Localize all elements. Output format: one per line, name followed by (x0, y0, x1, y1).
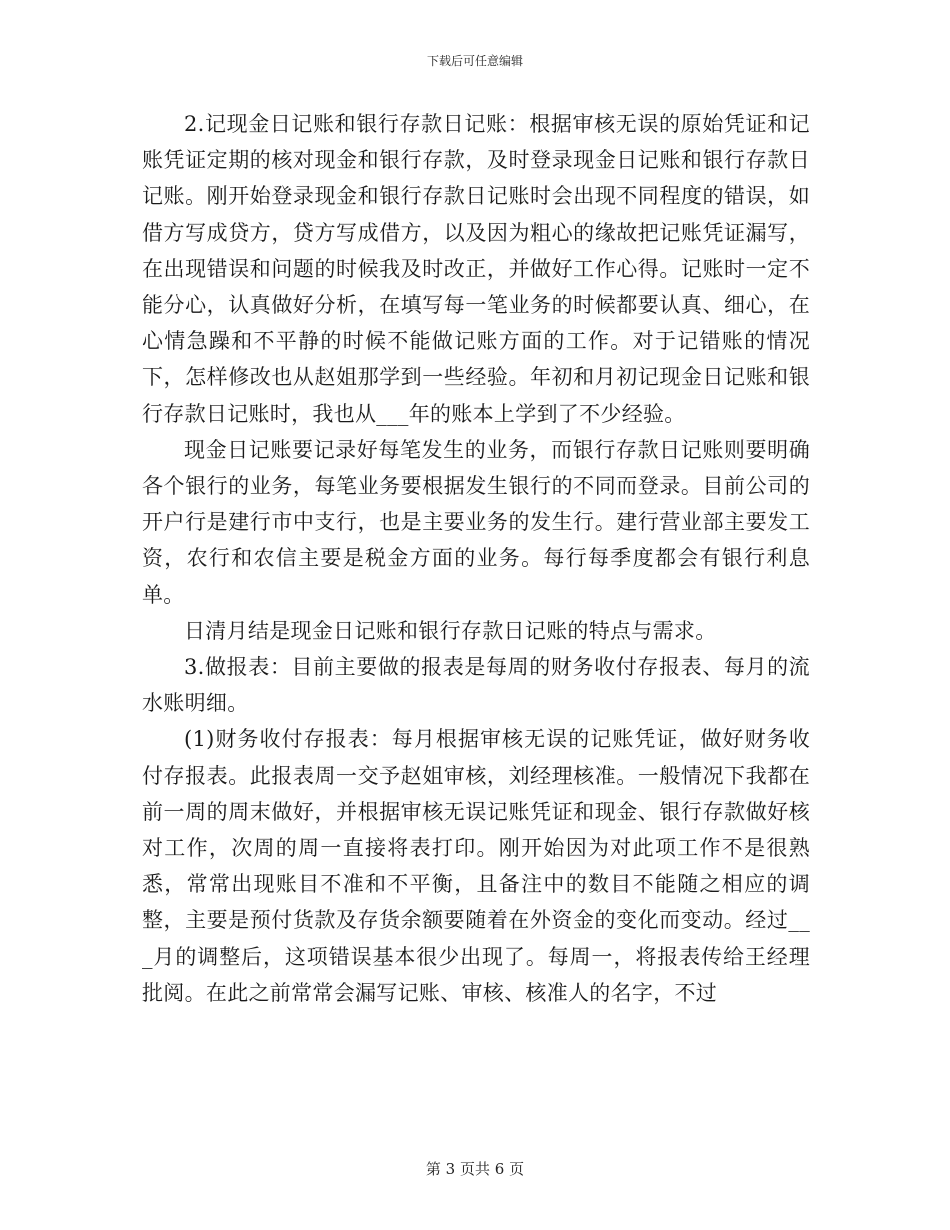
paragraph-1: 2.记现金日记账和银行存款日记账：根据审核无误的原始凭证和记账凭证定期的核对现金和银行存款，及时登录现金日记账和银行存款日记账。刚开始登录现金和银行存款日记账时会出现不同程度的错误，如借方写成贷方，贷方写成借方，以及因为粗心的缘故把记账凭证漏写，在出现错误和问题的时候我及时改正，并做好工作心得。记账时一定不能分心，认真做好分析，在填写每一笔业务的时候都要认真、细心，在心情急躁和不平静的时候不能做记账方面的工作。对于记错账的情况下，怎样修改也从赵姐那学到一些经验。年初和月初记现金日记账和银行存款日记账时，我也从___年的账本上学到了不少经验。 (142, 112, 810, 426)
document-body (142, 106, 810, 1011)
page-header: 下载后可任意编辑 (426, 54, 523, 68)
paragraph-4: 3.做报表：目前主要做的报表是每周的财务收付存报表、每月的流水账明细。 (142, 655, 810, 716)
page-footer: 第 3 页共 6 页 (425, 1160, 525, 1178)
paragraph-5: (1)财务收付存报表：每月根据审核无误的记账凭证，做好财务收付存报表。此报表周一交予赵姐审核，刘经理核准。一般情况下我都在前一周的周末做好，并根据审核无误记账凭证和现金、银行存款做好核对工作，次周的周一直接将表打印。刚开始因为对此项工作不是很熟悉，常常出现账目不准和不平衡，且备注中的数目不能随之相应的调整，主要是预付货款及存货余额要随着在外资金的变化而变动。经过___月的调整后，这项错误基本很少出现了。每周一，将报表传给王经理批阅。在此之前常常会漏写记账、审核、核准人的名字，不过 (142, 727, 810, 1005)
paragraph-3: 日清月结是现金日记账和银行存款日记账的特点与需求。 (184, 618, 717, 643)
paragraph-2: 现金日记账要记录好每笔发生的业务，而银行存款日记账则要明确各个银行的业务，每笔业务要根据发生银行的不同而登录。目前公司的开户行是建行市中支行，也是主要业务的发生行。建行营业部主要发工资，农行和农信主要是税金方面的业务。每行每季度都会有银行利息单。 (142, 437, 810, 607)
